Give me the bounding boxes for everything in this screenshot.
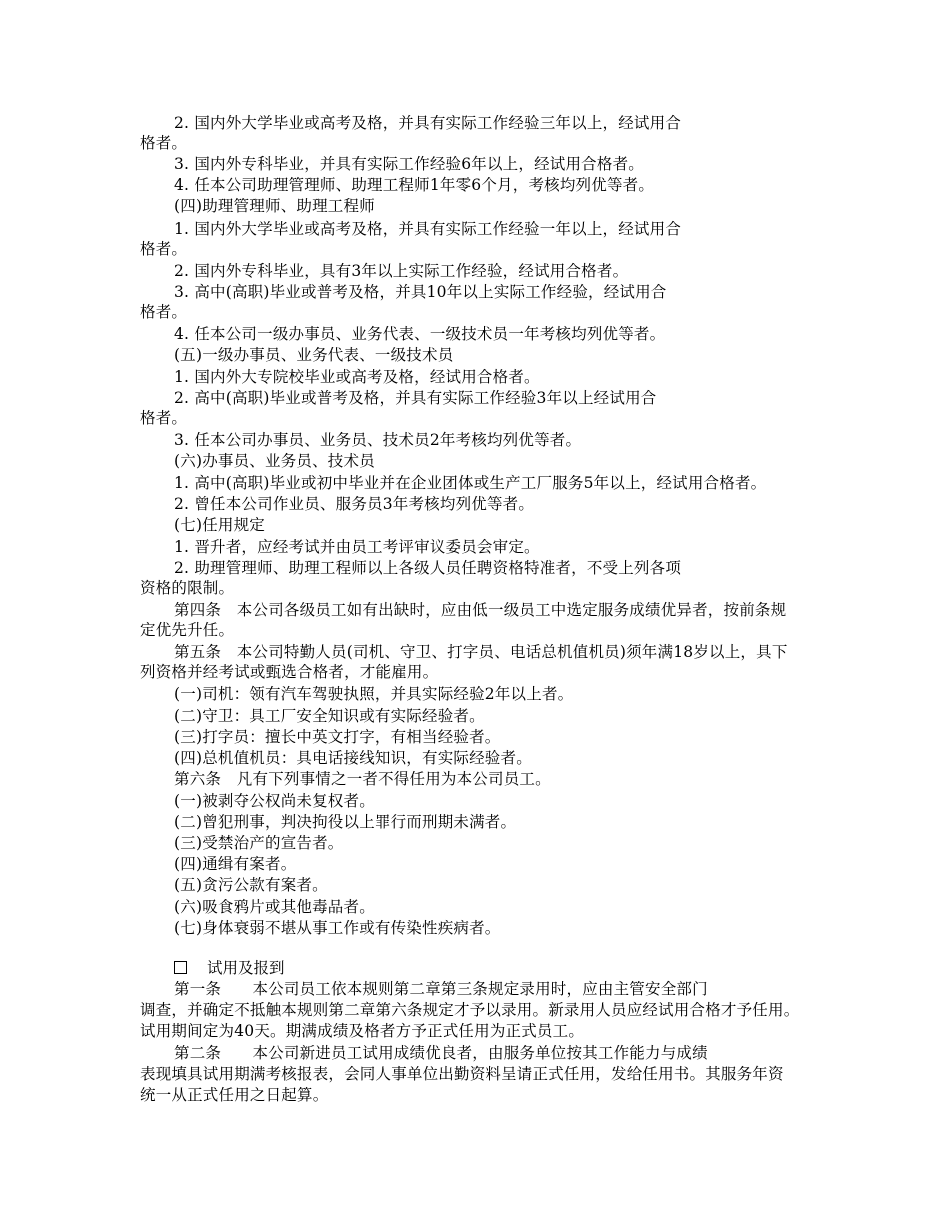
text-line: (二)守卫：具工厂安全知识或有实际经验者。 <box>174 707 485 725</box>
text-line: 统一从正式任用之日起算。 <box>140 1086 329 1104</box>
text-line: 调查，并确定不抵触本规则第二章第六条规定才予以录用。新录用人员应经试用合格才予任用。 <box>140 1001 800 1019</box>
text-line: (二)曾犯刑事，判决拘役以上罪行而刑期未满者。 <box>174 813 517 831</box>
text-line: (六)吸食鸦片或其他毒品者。 <box>174 898 375 916</box>
article-line: 第六条 凡有下列事情之一者不得任用为本公司员工。 <box>174 770 551 788</box>
text-line: (七)身体衰弱不堪从事工作或有传染性疾病者。 <box>174 919 501 937</box>
text-line: 格者。 <box>140 303 188 321</box>
text-line: (一)被剥夺公权尚未复权者。 <box>174 792 375 810</box>
text-line: 2. 国内外大学毕业或高考及格，并具有实际工作经验三年以上，经试用合 <box>174 114 682 132</box>
text-line: 3. 高中(高职)毕业或普考及格，并具10年以上实际工作经验，经试用合 <box>174 283 667 301</box>
text-line: (三)打字员：擅长中英文打字，有相当经验者。 <box>174 728 501 746</box>
section-heading-label: 试用及报到 <box>207 959 285 977</box>
text-line: 1. 国内外大专院校毕业或高考及格，经试用合格者。 <box>174 368 540 386</box>
text-line: 2. 国内外专科毕业，具有3年以上实际工作经验，经试用合格者。 <box>174 262 629 280</box>
text-line: (三)受禁治产的宣告者。 <box>174 834 344 852</box>
article-line: 第二条 本公司新进员工试用成绩优良者，由服务单位按其工作能力与成绩 <box>174 1044 708 1062</box>
text-line: (四)通缉有案者。 <box>174 855 297 873</box>
text-line: 3. 国内外专科毕业，并具有实际工作经验6年以上，经试用合格者。 <box>174 155 644 173</box>
article-line: 第一条 本公司员工依本规则第二章第三条规定录用时，应由主管安全部门 <box>174 980 708 998</box>
article-line: 第五条 本公司特勤人员(司机、守卫、打字员、电话总机值机员)须年满18岁以上，具下 <box>174 643 788 661</box>
text-line: 格者。 <box>140 409 188 427</box>
text-line: 2. 曾任本公司作业员、服务员3年考核均列优等者。 <box>174 495 535 513</box>
text-line: 2. 高中(高职)毕业或普考及格，并具有实际工作经验3年以上经试用合 <box>174 389 657 407</box>
subsection-heading: (七)任用规定 <box>174 516 265 534</box>
text-line: 4. 任本公司助理管理师、助理工程师1年零6个月，考核均列优等者。 <box>174 176 655 194</box>
text-line: 格者。 <box>140 134 188 152</box>
subsection-heading: (六)办事员、业务员、技术员 <box>174 452 375 470</box>
text-line: 定优先升任。 <box>140 621 235 639</box>
text-line: (四)总机值机员：具电话接线知识，有实际经验者。 <box>174 749 532 767</box>
text-line: 1. 晋升者，应经考试并由员工考评审议委员会审定。 <box>174 538 540 556</box>
text-line: 资格的限制。 <box>140 579 235 597</box>
text-line: 试用期间定为40天。期满成绩及格者方予正式任用为正式员工。 <box>140 1022 585 1040</box>
subsection-heading: (四)助理管理师、助理工程师 <box>174 197 375 215</box>
text-line: 4. 任本公司一级办事员、业务代表、一级技术员一年考核均列优等者。 <box>174 325 666 343</box>
text-line: 列资格并经考试或甄选合格者，才能雇用。 <box>140 663 439 681</box>
section-heading <box>174 958 285 978</box>
text-line: 表现填具试用期满考核报表，会同人事单位出勤资料呈请正式任用，发给任用书。其服务年资 <box>140 1065 784 1083</box>
text-line: (一)司机：领有汽车驾驶执照，并具实际经验2年以上者。 <box>174 685 574 703</box>
article-line: 第四条 本公司各级员工如有出缺时，应由低一级员工中选定服务成绩优异者，按前条规 <box>174 601 787 619</box>
subsection-heading: (五)一级办事员、业务代表、一级技术员 <box>174 346 454 364</box>
text-line: 3. 任本公司办事员、业务员、技术员2年考核均列优等者。 <box>174 431 582 449</box>
text-line: 1. 高中(高职)毕业或初中毕业并在企业团体或生产工厂服务5年以上，经试用合格者。 <box>174 474 767 492</box>
text-line: (五)贪污公款有案者。 <box>174 876 328 894</box>
text-line: 1. 国内外大学毕业或高考及格，并具有实际工作经验一年以上，经试用合 <box>174 220 682 238</box>
text-line: 2. 助理管理师、助理工程师以上各级人员任聘资格特准者，不受上列各项 <box>174 559 682 577</box>
text-line: 格者。 <box>140 240 188 258</box>
checkbox-icon <box>174 961 187 974</box>
